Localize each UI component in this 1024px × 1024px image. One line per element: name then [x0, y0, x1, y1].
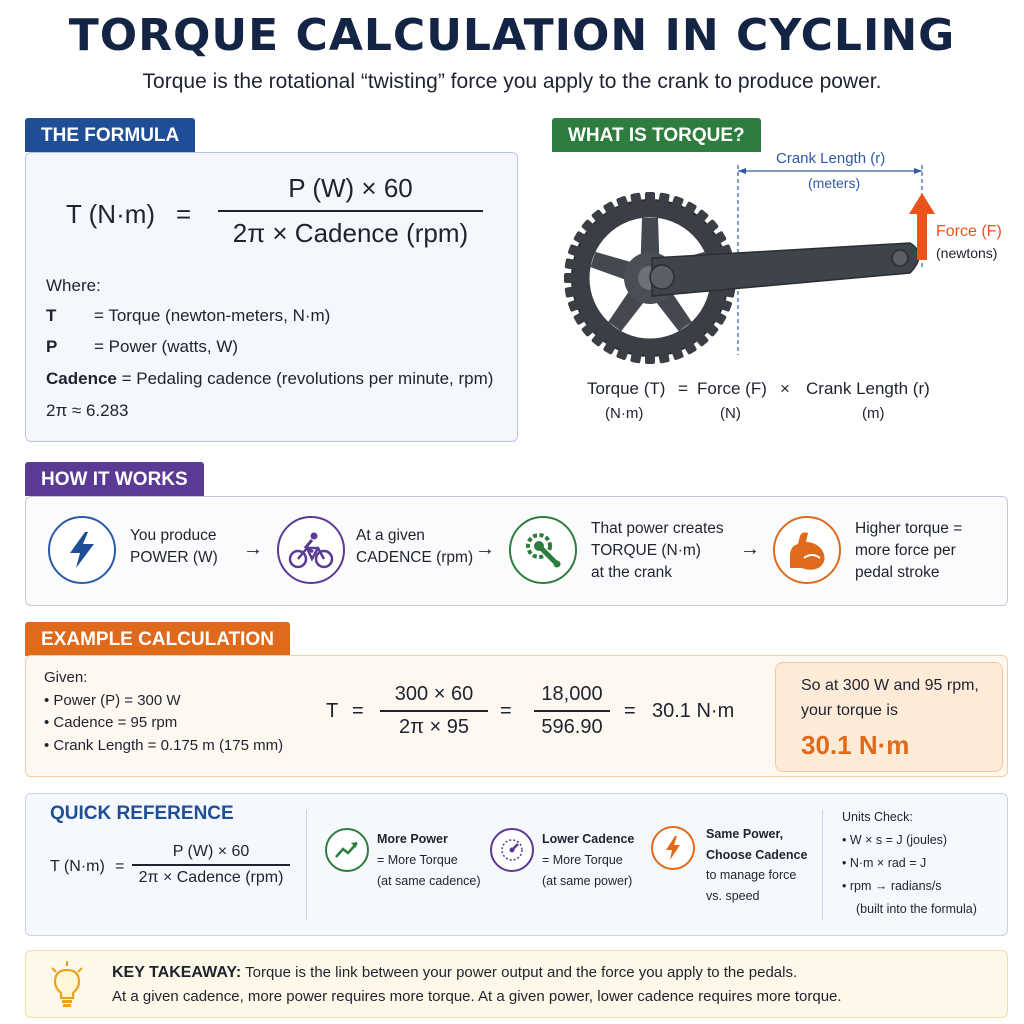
- var-symbol: Cadence: [46, 369, 117, 388]
- qr-card-line: (at same power): [542, 874, 633, 888]
- step-line: at the crank: [591, 564, 672, 581]
- qr-card-heading: Same Power,: [706, 827, 784, 841]
- step-torque-text: [591, 518, 724, 584]
- eq-torque: Torque (T): [587, 379, 666, 398]
- result-line-1: So at 300 W and 95 rpm,: [801, 677, 979, 694]
- example-denominator-2: 596.90: [541, 716, 603, 738]
- result-box: [775, 662, 1003, 772]
- step-line: You produce: [130, 527, 217, 544]
- result-line-2: your torque is: [801, 702, 898, 719]
- takeaway-panel: [25, 950, 1008, 1018]
- newtons-label: (newtons): [936, 245, 998, 261]
- trend-up-icon: [325, 828, 369, 872]
- units-item: • rpm → radians/s: [842, 879, 942, 893]
- step-force-text: [855, 518, 962, 584]
- divider: [822, 810, 823, 920]
- takeaway-line-1: [112, 964, 797, 982]
- example-tag: EXAMPLE CALCULATION: [25, 622, 290, 656]
- qr-card-power: [377, 829, 481, 892]
- var-desc: = Torque (newton-meters, N·m): [94, 306, 331, 325]
- force-arrow-shaft: [917, 212, 927, 260]
- units-title: Units Check:: [842, 810, 913, 824]
- takeaway-text-1: Torque is the link between your power output and the force you apply to the pedals.: [245, 964, 798, 981]
- step-line: Higher torque =: [855, 520, 963, 537]
- meters-label: (meters): [808, 175, 861, 191]
- takeaway-line-2: At a given cadence, more power requires more torque. At a given power, lower cadence requires more torque.: [112, 988, 842, 1005]
- formula-equals: =: [176, 199, 192, 229]
- takeaway-label: KEY TAKEAWAY:: [112, 964, 242, 981]
- page-title: TORQUE CALCULATION IN CYCLING: [68, 10, 956, 61]
- quick-fraction: [132, 843, 290, 887]
- qr-card-line: to manage force: [706, 868, 797, 882]
- fraction-bar: [132, 864, 290, 866]
- fraction-bar: [534, 710, 610, 712]
- units-check: [842, 806, 977, 921]
- var-row-p: [46, 337, 238, 357]
- flow-arrow: →: [243, 538, 263, 560]
- quick-numerator: P (W) × 60: [172, 843, 250, 860]
- given-item: • Cadence = 95 rpm: [44, 714, 178, 731]
- qr-card-heading: More Power: [377, 832, 448, 846]
- given-label: Given:: [44, 669, 88, 686]
- example-numerator-2: 18,000: [541, 683, 603, 705]
- example-denominator-1: 2π × 95: [399, 716, 469, 738]
- quick-reference-title: QUICK REFERENCE: [50, 803, 234, 824]
- step-line: pedal stroke: [855, 564, 940, 581]
- step-line: more force per: [855, 542, 956, 559]
- example-equals-3: =: [624, 700, 636, 722]
- example-t: T: [326, 700, 339, 722]
- flexed-arm-icon: [773, 516, 841, 584]
- example-fraction-1: [380, 683, 488, 739]
- unit-torque: (N·m): [605, 405, 644, 422]
- example-answer: 30.1 N·m: [652, 700, 735, 722]
- qr-card-heading: Choose Cadence: [706, 847, 808, 862]
- qr-card-line: vs. speed: [706, 888, 760, 903]
- torque-diagram: [560, 150, 1020, 440]
- var-desc: = Power (watts, W): [94, 337, 239, 356]
- var-row-t: [46, 306, 330, 326]
- quick-denominator: 2π × Cadence (rpm): [138, 868, 284, 886]
- quick-equals: =: [115, 858, 125, 875]
- step-line: TORQUE (N·m): [591, 542, 701, 559]
- qr-card-heading: Lower Cadence: [542, 832, 635, 846]
- step-line: At a given: [356, 527, 425, 544]
- quick-lhs: T (N·m): [50, 858, 105, 875]
- divider: [306, 810, 307, 920]
- fraction-bar: [218, 210, 483, 212]
- lightbulb-icon: [48, 960, 86, 1013]
- fraction-bar: [380, 710, 488, 712]
- formula-tag: THE FORMULA: [25, 118, 195, 152]
- eq-force: Force (F): [697, 379, 767, 398]
- formula-fraction: [218, 173, 483, 249]
- step-line: CADENCE (rpm): [356, 549, 474, 566]
- units-item: (built into the formula): [856, 902, 977, 916]
- lightning-icon: [48, 516, 116, 584]
- two-pi-note: 2π ≈ 6.283: [46, 401, 129, 420]
- var-symbol: P: [46, 337, 58, 356]
- crank-length-label: Crank Length (r): [776, 150, 886, 167]
- step-cadence-text: [356, 525, 473, 569]
- how-tag: HOW IT WORKS: [25, 462, 204, 496]
- crank-gear-icon: [509, 516, 577, 584]
- flow-arrow: →: [740, 538, 760, 560]
- formula-panel: [25, 152, 518, 442]
- step-line: POWER (W): [130, 549, 218, 566]
- given-item: • Crank Length = 0.175 m (175 mm): [44, 736, 284, 754]
- step-power-text: [130, 525, 218, 569]
- example-numerator-1: 300 × 60: [394, 683, 474, 705]
- lightning-icon: [651, 826, 695, 870]
- units-item: • N·m × rad = J: [842, 856, 927, 870]
- formula-lhs: T (N·m): [66, 199, 156, 229]
- qr-card-cadence: [542, 829, 634, 892]
- gauge-icon: [490, 828, 534, 872]
- page-subtitle: Torque is the rotational “twisting” force you apply to the crank to produce power.: [142, 70, 882, 93]
- given-list: [44, 667, 283, 757]
- given-item: • Power (P) = 300 W: [44, 691, 181, 709]
- qr-card-line: = More Torque: [377, 853, 458, 867]
- qr-card-line: (at same cadence): [377, 874, 481, 888]
- example-equals-1: =: [352, 700, 364, 722]
- example-equals-2: =: [500, 700, 512, 722]
- var-desc: = Pedaling cadence (revolutions per minute, rpm): [121, 369, 494, 388]
- force-label: Force (F): [936, 223, 1002, 240]
- cyclist-icon: [277, 516, 345, 584]
- qr-card-choose: [706, 824, 807, 906]
- example-fraction-2: [534, 683, 610, 739]
- unit-force: (N): [720, 405, 741, 422]
- eq-times: ×: [780, 379, 790, 398]
- flow-arrow: →: [475, 538, 495, 560]
- force-arrow-head: [909, 193, 935, 214]
- unit-crank: (m): [862, 405, 885, 422]
- result-value: 30.1 N·m: [801, 730, 910, 760]
- formula-denominator: 2π × Cadence (rpm): [232, 218, 469, 248]
- formula-numerator: P (W) × 60: [288, 173, 413, 203]
- eq-equals: =: [678, 379, 688, 398]
- eq-crank: Crank Length (r): [806, 379, 930, 398]
- where-label: Where:: [46, 276, 101, 295]
- step-line: That power creates: [591, 520, 724, 537]
- qr-card-line: = More Torque: [542, 853, 623, 867]
- var-symbol: T: [46, 306, 57, 325]
- what-tag: WHAT IS TORQUE?: [552, 118, 761, 152]
- units-item: • W × s = J (joules): [842, 833, 948, 847]
- var-row-cadence: [46, 369, 493, 389]
